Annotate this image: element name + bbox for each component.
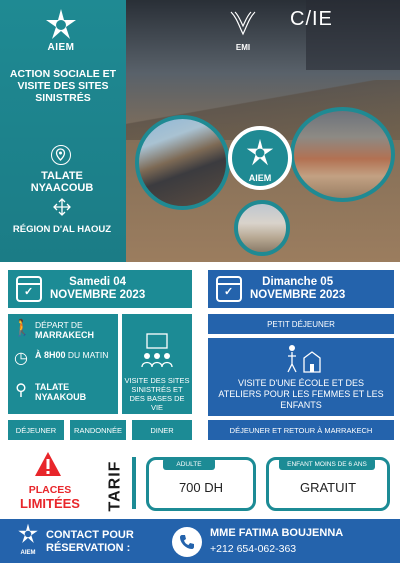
activity-randonnee: RANDONNÉE <box>70 420 126 440</box>
phone-icon[interactable] <box>172 527 202 557</box>
day2-visit-box <box>208 338 394 416</box>
warning-icon <box>34 451 62 477</box>
school-icon <box>284 342 324 376</box>
limited-line2: LIMITÉES <box>20 496 80 511</box>
arrows-icon <box>52 197 72 217</box>
contact-label: CONTACT POUR RÉSERVATION : <box>46 529 134 554</box>
location-primary: TALATE NYAACOUB <box>30 170 94 194</box>
location-icon: ⚲ <box>15 382 27 399</box>
day2-header <box>208 270 394 308</box>
adult-price: 700 DH <box>178 480 224 495</box>
aiem-star-icon <box>44 8 78 42</box>
clock-icon: ◷ <box>14 350 28 367</box>
visit-sites-text: VISITE DES SITES SINISTRÉS ET DES BASES DE VIE <box>124 376 190 412</box>
day2-label: Dimanche 05 <box>262 276 334 288</box>
child-price-box <box>266 457 390 511</box>
hero <box>0 0 400 262</box>
day2-return: DÉJEUNER ET RETOUR À MARRAKECH <box>208 420 394 440</box>
aiem-logo <box>30 8 92 53</box>
tarif-label: TARIF <box>106 460 124 512</box>
tarif-section <box>0 447 400 519</box>
hero-left-panel <box>0 0 126 262</box>
activity-dejeuner: DÉJEUNER <box>8 420 64 440</box>
day1-header <box>8 270 192 308</box>
adult-label: ADULTE <box>163 458 215 470</box>
center-logo-circle <box>228 126 292 190</box>
footer-logo-text: AIEM <box>20 550 36 556</box>
limited-line1: PLACES <box>28 484 72 496</box>
day2-month: NOVEMBRE 2023 <box>250 289 346 301</box>
contact-phone[interactable]: +212 654-062-363 <box>210 543 297 555</box>
day2-breakfast: PETIT DÉJEUNER <box>208 314 394 334</box>
day1-month: NOVEMBRE 2023 <box>50 289 146 301</box>
emi-logo-text: EMI <box>235 43 251 52</box>
photo-circle-bottom <box>234 200 290 256</box>
aiem-star-icon <box>17 523 39 545</box>
contact-footer <box>0 519 400 563</box>
child-price: GRATUIT <box>299 480 357 495</box>
places-limitees <box>4 483 96 511</box>
cie-logo <box>290 8 333 31</box>
footer-logo <box>14 523 42 556</box>
child-label: ENFANT MOINS DE 6 ANS <box>279 458 375 470</box>
walking-icon: 🚶 <box>12 320 32 337</box>
calendar-icon <box>16 276 42 302</box>
day1-label: Samedi 04 <box>69 276 127 288</box>
activity-diner: DINER <box>132 420 192 440</box>
people-building-icon <box>137 330 177 370</box>
contact-name: MME FATIMA BOUJENNA <box>210 527 344 539</box>
photo-circle-left <box>135 115 230 210</box>
day2-visit-text: VISITE D'UNE ÉCOLE ET DES ATELIERS POUR LES FEMMES ET LES ENFANTS <box>218 377 384 410</box>
depart-city: MARRAKECH <box>35 330 94 340</box>
depart-time: À 8H00 <box>35 350 66 360</box>
location-region: RÉGION D'AL HAOUZ <box>12 224 112 235</box>
cie-logo-text: C/IE <box>290 8 333 30</box>
depart-time-rest: DU MATIN <box>67 350 109 360</box>
tarif-divider <box>132 457 136 509</box>
emi-logo <box>219 8 267 52</box>
center-logo-text: AIEM <box>248 173 272 183</box>
emi-logo-icon <box>223 8 263 38</box>
adult-price-box <box>146 457 256 511</box>
photo-circle-right <box>290 107 395 202</box>
page-title: ACTION SOCIALE ET VISITE DES SITES SINISTRÉS <box>9 68 117 104</box>
map-pin-icon <box>51 145 71 165</box>
destination: TALATE NYAAKOUB <box>35 382 87 402</box>
aiem-star-icon <box>245 138 275 168</box>
trip-details <box>8 314 118 414</box>
visit-sites-box <box>122 314 192 414</box>
calendar-icon <box>216 276 242 302</box>
schedule <box>0 262 400 447</box>
depart-label: DÉPART DE <box>35 320 83 330</box>
aiem-logo-text: AIEM <box>47 42 75 53</box>
